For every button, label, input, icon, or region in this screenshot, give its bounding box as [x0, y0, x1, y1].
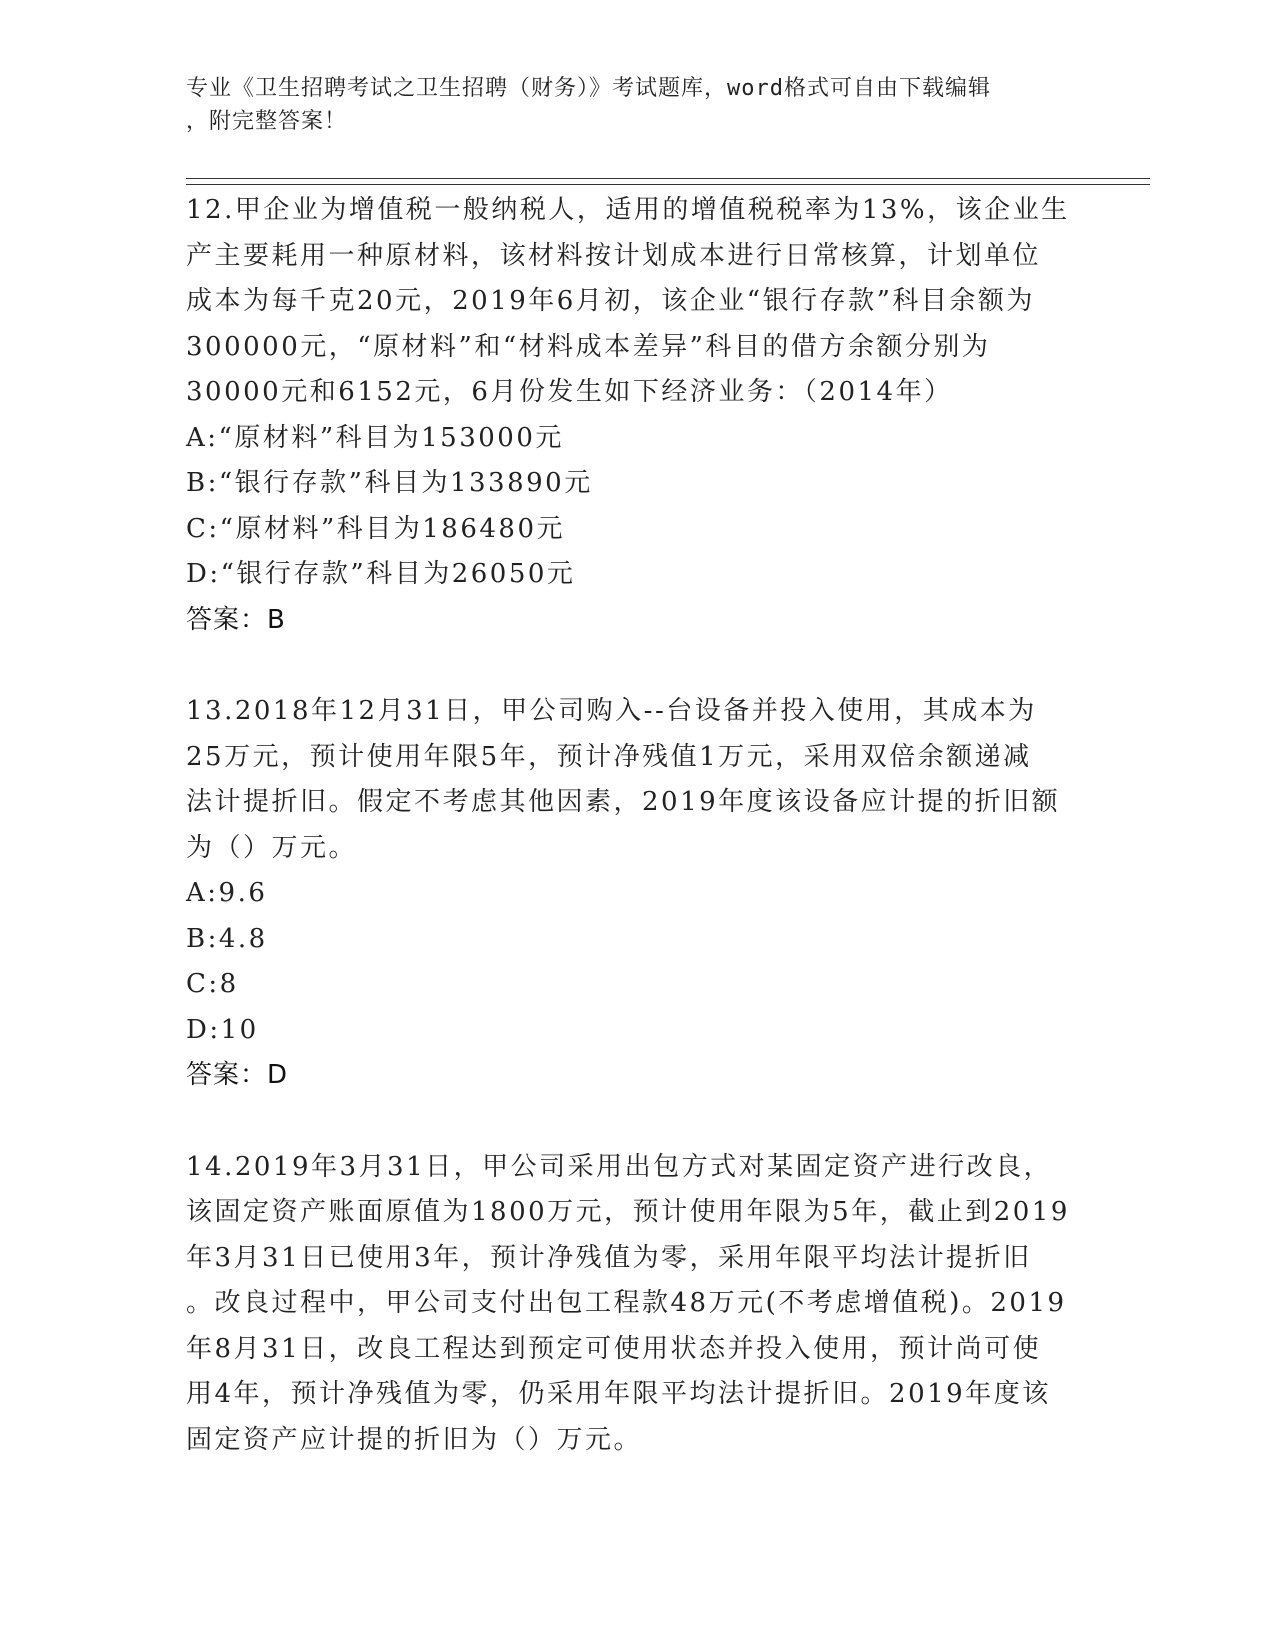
- option-d: D:10: [186, 1014, 259, 1045]
- question-text-line: 12.甲企业为增值税一般纳税人，适用的增值税税率为13%，该企业生: [186, 195, 1070, 225]
- header-divider-top: [186, 178, 1150, 179]
- question-12: [186, 188, 1086, 643]
- spacer: [186, 643, 1086, 689]
- option-a: A:9.6: [186, 878, 268, 908]
- option-c: C:“原材料”科目为186480元: [186, 513, 565, 544]
- document-header: [186, 72, 1066, 138]
- header-title-line-1: 专业《卫生招聘考试之卫生招聘（财务）》考试题库，word格式可自由下载编辑: [186, 76, 991, 101]
- question-text-line: 年8月31日，改良工程达到预定可使用状态并投入使用，预计尚可使: [186, 1333, 1042, 1364]
- question-text-line: 年3月31日已使用3年，预计净残值为零，采用年限平均法计提折旧: [186, 1242, 1032, 1273]
- answer-line: 答案：B: [186, 604, 286, 635]
- question-text-line: 用4年，预计净残值为零，仍采用年限平均法计提折旧。2019年度该: [186, 1379, 1051, 1409]
- spacer: [186, 1099, 1086, 1145]
- question-text-line: 25万元，预计使用年限5年，预计净残值1万元，采用双倍余额递减: [186, 741, 1032, 772]
- answer-line: 答案：D: [186, 1060, 289, 1090]
- option-d: D:“银行存款”科目为26050元: [186, 559, 576, 589]
- header-title-line-2: ，附完整答案！: [186, 109, 348, 134]
- header-divider-bottom: [186, 184, 1150, 185]
- question-text-line: 该固定资产账面原值为1800万元，预计使用年限为5年，截止到2019: [186, 1197, 1070, 1227]
- question-text-line: 30000元和6152元，6月份发生如下经济业务：（2014年）: [186, 377, 953, 407]
- question-14: [186, 1145, 1086, 1464]
- question-text-line: 成本为每千克20元，2019年6月初，该企业“银行存款”科目余额为: [186, 286, 1035, 316]
- question-13: [186, 689, 1086, 1099]
- option-a: A:“原材料”科目为153000元: [186, 422, 564, 453]
- question-text-line: 300000元，“原材料”和“材料成本差异”科目的借方余额分别为: [186, 331, 991, 362]
- question-text-line: 产主要耗用一种原材料，该材料按计划成本进行日常核算，计划单位: [186, 240, 1042, 271]
- option-b: B:4.8: [186, 923, 268, 954]
- option-c: C:8: [186, 969, 239, 999]
- question-list: [186, 188, 1086, 1463]
- question-text-line: 13.2018年12月31日，甲公司购入--台设备并投入使用，其成本为: [186, 696, 1037, 726]
- question-text-line: 法计提折旧。假定不考虑其他因素，2019年度该设备应计提的折旧额: [186, 787, 1061, 817]
- question-text-line: 固定资产应计提的折旧为（）万元。: [186, 1424, 643, 1455]
- question-text-line: 为（）万元。: [186, 832, 358, 863]
- question-text-line: 14.2019年3月31日，甲公司采用出包方式对某固定资产进行改良，: [186, 1151, 1053, 1182]
- option-b: B:“银行存款”科目为133890元: [186, 468, 593, 498]
- question-text-line: 。改良过程中，甲公司支付出包工程款48万元(不考虑增值税)。2019: [186, 1288, 1067, 1318]
